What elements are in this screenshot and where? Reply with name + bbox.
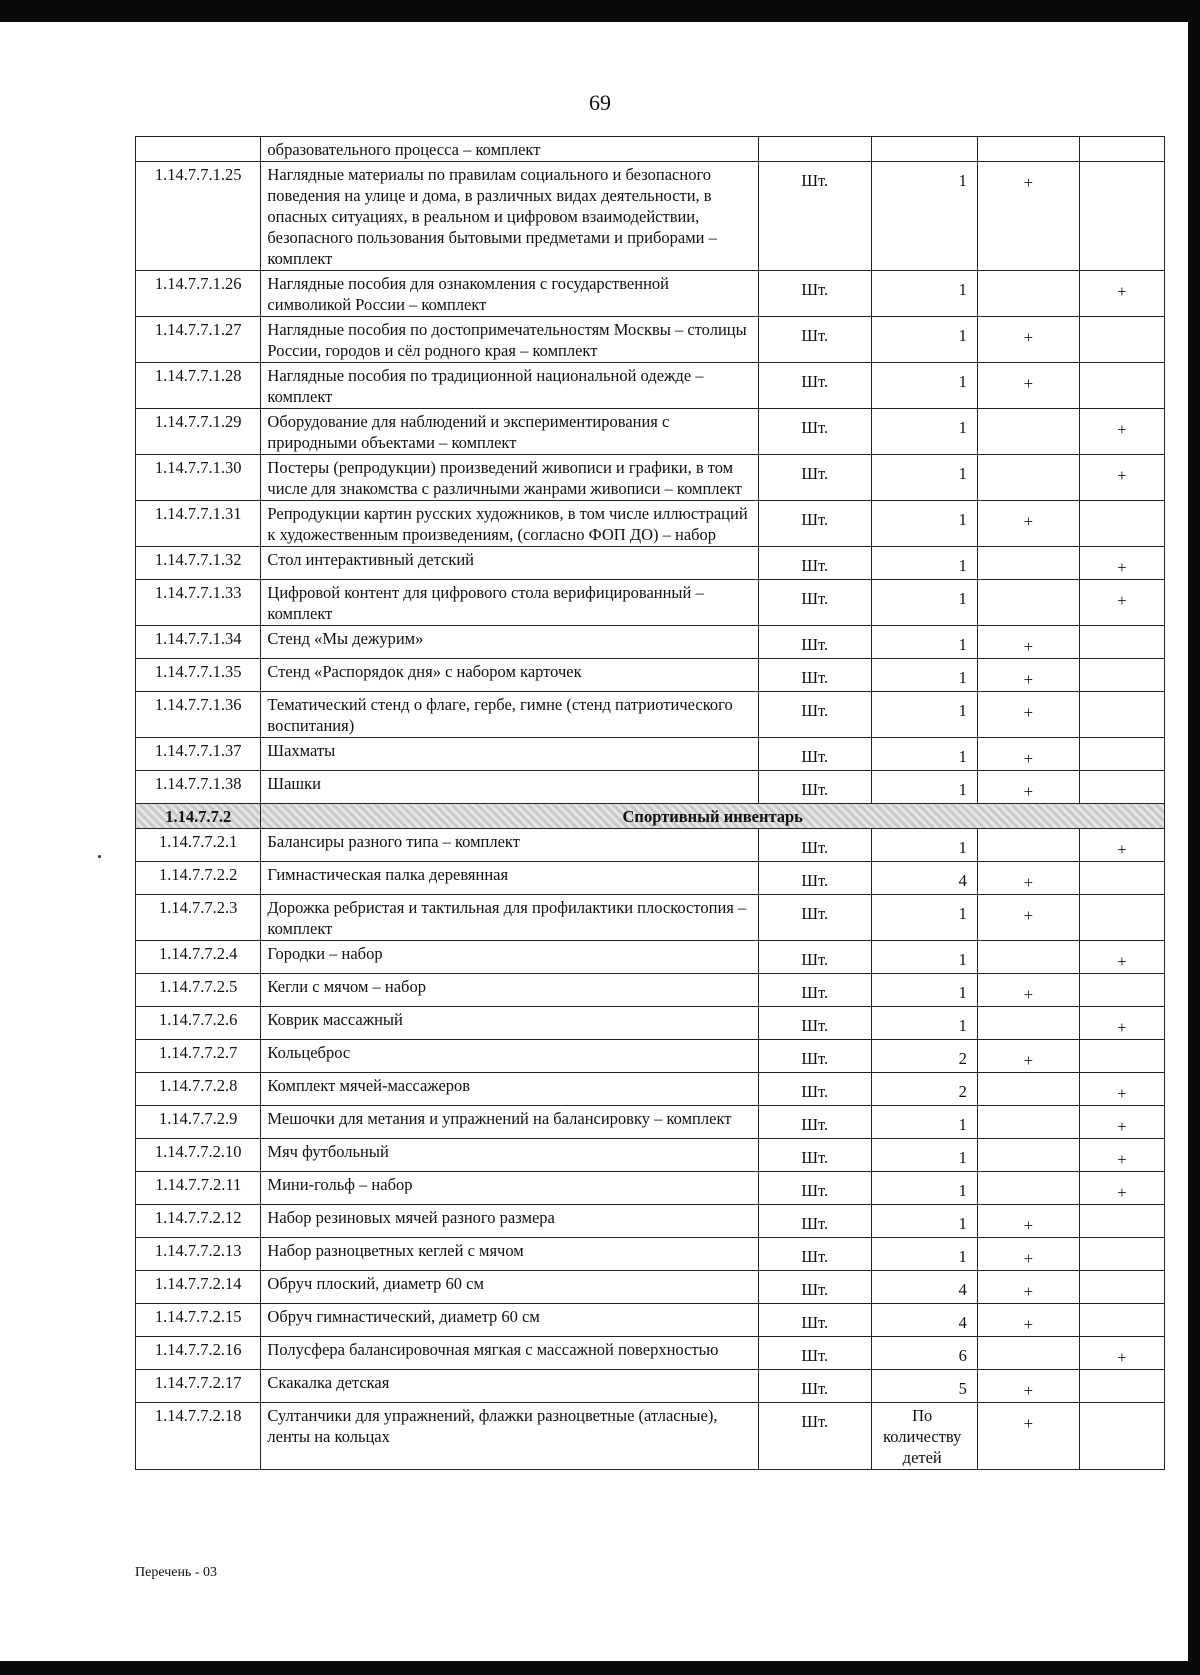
- table-row-continuation: [136, 137, 1165, 162]
- cell-mark-1: [977, 547, 1079, 580]
- page-number: 69: [589, 90, 611, 115]
- cell-unit: Шт.: [758, 1238, 871, 1271]
- cell-name: Цифровой контент для цифрового стола верифицированный – комплект: [261, 580, 758, 626]
- table-row: [136, 829, 1165, 862]
- cell-mark-2: [1079, 771, 1164, 804]
- cell-name: Набор разноцветных кеглей с мячом: [261, 1238, 758, 1271]
- table-body-section: [136, 804, 1165, 829]
- cell-unit: Шт.: [758, 547, 871, 580]
- table-row: [136, 1304, 1165, 1337]
- cell-code: 1.14.7.7.1.32: [136, 547, 261, 580]
- cell-name: Гимнастическая палка деревянная: [261, 862, 758, 895]
- cell-code: 1.14.7.7.2.9: [136, 1106, 261, 1139]
- cell-unit: Шт.: [758, 974, 871, 1007]
- table-row: [136, 1106, 1165, 1139]
- cell-qty: 1: [871, 941, 977, 974]
- cell-mark-2: +: [1079, 409, 1164, 455]
- cell-unit: Шт.: [758, 895, 871, 941]
- cell-name: Мяч футбольный: [261, 1139, 758, 1172]
- scan-border-bottom: [0, 1661, 1200, 1675]
- cell-mark-1: +: [977, 862, 1079, 895]
- cell-code: 1.14.7.7.1.34: [136, 626, 261, 659]
- cell-code: 1.14.7.7.1.28: [136, 363, 261, 409]
- cell-unit: Шт.: [758, 363, 871, 409]
- cell-code: 1.14.7.7.1.26: [136, 271, 261, 317]
- cell-name: Наглядные материалы по правилам социального и безопасного поведения на улице и дома, в различных видах деятельности, в опасных ситуациях, в реальном и цифровом взаимодействии, безопасного пользования бытовыми предметами и приборами – комплект: [261, 162, 758, 271]
- cell-unit: Шт.: [758, 1073, 871, 1106]
- cell-name: Кольцеброс: [261, 1040, 758, 1073]
- table-row: [136, 1139, 1165, 1172]
- cell-mark-1: +: [977, 363, 1079, 409]
- cell-code: 1.14.7.7.1.38: [136, 771, 261, 804]
- cell-name: Мешочки для метания и упражнений на балансировку – комплект: [261, 1106, 758, 1139]
- cell-name: Наглядные пособия для ознакомления с государственной символикой России – комплект: [261, 271, 758, 317]
- cell-name: Шахматы: [261, 738, 758, 771]
- cell-mark-1: [977, 455, 1079, 501]
- cell-qty: 5: [871, 1370, 977, 1403]
- cell-mark-1: +: [977, 317, 1079, 363]
- cell-code: 1.14.7.7.2.12: [136, 1205, 261, 1238]
- table-row: [136, 271, 1165, 317]
- cell-code: 1.14.7.7.1.30: [136, 455, 261, 501]
- cell-mark-2: [1079, 659, 1164, 692]
- cell-unit: Шт.: [758, 941, 871, 974]
- cell-mark-2: [1079, 1304, 1164, 1337]
- cell-qty: 1: [871, 317, 977, 363]
- table-row: [136, 1007, 1165, 1040]
- cell-name: Наглядные пособия по достопримечательностям Москвы – столицы России, городов и сёл родного края – комплект: [261, 317, 758, 363]
- cell-code: 1.14.7.7.2.6: [136, 1007, 261, 1040]
- cell-mark-2: [1079, 501, 1164, 547]
- cell-unit: Шт.: [758, 862, 871, 895]
- cell-unit: Шт.: [758, 162, 871, 271]
- table-row: [136, 941, 1165, 974]
- cell-qty: 1: [871, 162, 977, 271]
- cell-name: Стенд «Мы дежурим»: [261, 626, 758, 659]
- cell-qty: 1: [871, 659, 977, 692]
- cell-qty: 1: [871, 1205, 977, 1238]
- cell-unit: Шт.: [758, 580, 871, 626]
- cell-mark-1: [977, 1106, 1079, 1139]
- cell-qty: 4: [871, 1304, 977, 1337]
- cell-name: Балансиры разного типа – комплект: [261, 829, 758, 862]
- cell-code: 1.14.7.7.2.2: [136, 862, 261, 895]
- cell-mark-1: [977, 1073, 1079, 1106]
- table-row: [136, 363, 1165, 409]
- cell-code: 1.14.7.7.1.27: [136, 317, 261, 363]
- cell-code: 1.14.7.7.1.37: [136, 738, 261, 771]
- table-row: [136, 974, 1165, 1007]
- cell-qty: 2: [871, 1073, 977, 1106]
- cell-code: 1.14.7.7.1.36: [136, 692, 261, 738]
- table-row: [136, 1205, 1165, 1238]
- cell-mark-2: +: [1079, 1007, 1164, 1040]
- cell-qty: 1: [871, 409, 977, 455]
- cell-mark-2: [1079, 692, 1164, 738]
- table-body-general: [136, 137, 1165, 804]
- cell-name: Набор резиновых мячей разного размера: [261, 1205, 758, 1238]
- cell-unit: Шт.: [758, 501, 871, 547]
- cell-name: Мини-гольф – набор: [261, 1172, 758, 1205]
- cell-mark: [1079, 137, 1164, 162]
- cell-qty: 2: [871, 1040, 977, 1073]
- cell-code: 1.14.7.7.2.4: [136, 941, 261, 974]
- table-row: [136, 771, 1165, 804]
- cell-mark-1: [977, 1007, 1079, 1040]
- cell-unit: Шт.: [758, 409, 871, 455]
- cell-mark-1: [977, 829, 1079, 862]
- table-row: [136, 455, 1165, 501]
- cell-qty: 1: [871, 363, 977, 409]
- cell-qty: 4: [871, 862, 977, 895]
- table-row: [136, 659, 1165, 692]
- cell-code: 1.14.7.7.2.7: [136, 1040, 261, 1073]
- cell-qty: 1: [871, 1106, 977, 1139]
- table-row: [136, 317, 1165, 363]
- cell-mark-1: [977, 1172, 1079, 1205]
- cell-mark-2: +: [1079, 941, 1164, 974]
- cell-mark-1: +: [977, 626, 1079, 659]
- cell-name: Городки – набор: [261, 941, 758, 974]
- scan-border-top: [0, 0, 1200, 22]
- cell-code: 1.14.7.7.1.33: [136, 580, 261, 626]
- cell-mark-2: +: [1079, 1172, 1164, 1205]
- cell-code: 1.14.7.7.2.11: [136, 1172, 261, 1205]
- cell-name: Оборудование для наблюдений и экспериментирования с природными объектами – комплект: [261, 409, 758, 455]
- cell-mark-1: +: [977, 771, 1079, 804]
- scan-speck: [98, 855, 101, 858]
- cell-mark-1: +: [977, 1271, 1079, 1304]
- cell-code: 1.14.7.7.2.17: [136, 1370, 261, 1403]
- cell-unit: Шт.: [758, 1370, 871, 1403]
- cell-mark-1: +: [977, 1304, 1079, 1337]
- cell-name: Скакалка детская: [261, 1370, 758, 1403]
- cell-code: 1.14.7.7.2.14: [136, 1271, 261, 1304]
- cell-qty: 1: [871, 895, 977, 941]
- cell-qty: 1: [871, 1007, 977, 1040]
- cell-name: Репродукции картин русских художников, в том числе иллюстраций к художественным произведениям, (согласно ФОП ДО) – набор: [261, 501, 758, 547]
- cell-code: [136, 137, 261, 162]
- section-code: 1.14.7.7.2: [136, 804, 261, 829]
- cell-mark-1: [977, 271, 1079, 317]
- cell-mark-1: [977, 941, 1079, 974]
- cell-mark-1: +: [977, 162, 1079, 271]
- cell-name: Шашки: [261, 771, 758, 804]
- cell-code: 1.14.7.7.2.3: [136, 895, 261, 941]
- cell-mark-2: [1079, 895, 1164, 941]
- cell-mark-2: +: [1079, 1337, 1164, 1370]
- cell-mark-1: +: [977, 895, 1079, 941]
- cell-mark-1: +: [977, 1205, 1079, 1238]
- cell-unit: Шт.: [758, 1304, 871, 1337]
- cell-code: 1.14.7.7.2.16: [136, 1337, 261, 1370]
- cell-mark-1: +: [977, 692, 1079, 738]
- cell-qty: 4: [871, 1271, 977, 1304]
- table-body-sports: [136, 829, 1165, 1470]
- table-row: [136, 547, 1165, 580]
- cell-name: Стенд «Распорядок дня» с набором карточек: [261, 659, 758, 692]
- cell-name: Наглядные пособия по традиционной национальной одежде – комплект: [261, 363, 758, 409]
- scan-border-right: [1188, 0, 1200, 1675]
- cell-mark-1: [977, 409, 1079, 455]
- cell-mark-2: +: [1079, 829, 1164, 862]
- footer-text: Перечень - 03: [135, 1565, 217, 1580]
- cell-mark-2: [1079, 974, 1164, 1007]
- section-title: Спортивный инвентарь: [261, 804, 1165, 829]
- cell-qty: 6: [871, 1337, 977, 1370]
- table-row: [136, 580, 1165, 626]
- cell-unit: Шт.: [758, 738, 871, 771]
- cell-qty: 1: [871, 829, 977, 862]
- cell-name: Дорожка ребристая и тактильная для профилактики плоскостопия – комплект: [261, 895, 758, 941]
- cell-unit: Шт.: [758, 271, 871, 317]
- cell-mark-1: +: [977, 1370, 1079, 1403]
- cell-mark-2: [1079, 162, 1164, 271]
- cell-mark-2: [1079, 1271, 1164, 1304]
- cell-unit: Шт.: [758, 771, 871, 804]
- cell-mark: [977, 137, 1079, 162]
- cell-mark-2: +: [1079, 1106, 1164, 1139]
- table-row: [136, 162, 1165, 271]
- cell-mark-1: +: [977, 659, 1079, 692]
- cell-unit: [758, 137, 871, 162]
- cell-unit: Шт.: [758, 1139, 871, 1172]
- cell-code: 1.14.7.7.2.18: [136, 1403, 261, 1470]
- cell-name: Стол интерактивный детский: [261, 547, 758, 580]
- cell-mark-2: +: [1079, 455, 1164, 501]
- cell-mark-2: [1079, 626, 1164, 659]
- cell-qty: [871, 137, 977, 162]
- cell-qty: 1: [871, 692, 977, 738]
- cell-unit: Шт.: [758, 1106, 871, 1139]
- cell-code: 1.14.7.7.1.25: [136, 162, 261, 271]
- table-row: [136, 895, 1165, 941]
- cell-mark-2: [1079, 1238, 1164, 1271]
- table-row: [136, 1073, 1165, 1106]
- table-row: [136, 1172, 1165, 1205]
- cell-qty: 1: [871, 974, 977, 1007]
- table-row: [136, 1040, 1165, 1073]
- table-row: [136, 409, 1165, 455]
- table-row: [136, 862, 1165, 895]
- cell-unit: Шт.: [758, 317, 871, 363]
- cell-unit: Шт.: [758, 1271, 871, 1304]
- cell-mark-2: +: [1079, 1073, 1164, 1106]
- equipment-table: [135, 136, 1165, 1470]
- table-row: [136, 692, 1165, 738]
- cell-mark-1: +: [977, 501, 1079, 547]
- cell-qty: 1: [871, 501, 977, 547]
- cell-unit: Шт.: [758, 829, 871, 862]
- table-row: [136, 1403, 1165, 1470]
- cell-code: 1.14.7.7.2.8: [136, 1073, 261, 1106]
- cell-code: 1.14.7.7.2.5: [136, 974, 261, 1007]
- cell-unit: Шт.: [758, 659, 871, 692]
- cell-unit: Шт.: [758, 1007, 871, 1040]
- cell-qty: 1: [871, 455, 977, 501]
- cell-name: Обруч гимнастический, диаметр 60 см: [261, 1304, 758, 1337]
- cell-mark-2: +: [1079, 271, 1164, 317]
- cell-code: 1.14.7.7.1.31: [136, 501, 261, 547]
- cell-mark-2: [1079, 363, 1164, 409]
- cell-unit: Шт.: [758, 1172, 871, 1205]
- cell-mark-2: [1079, 1205, 1164, 1238]
- cell-name: Коврик массажный: [261, 1007, 758, 1040]
- cell-qty: 1: [871, 626, 977, 659]
- cell-qty: 1: [871, 271, 977, 317]
- cell-code: 1.14.7.7.2.15: [136, 1304, 261, 1337]
- cell-mark-1: +: [977, 974, 1079, 1007]
- cell-qty: 1: [871, 580, 977, 626]
- cell-qty: 1: [871, 771, 977, 804]
- table-row: [136, 1337, 1165, 1370]
- cell-mark-2: +: [1079, 1139, 1164, 1172]
- cell-code: 1.14.7.7.2.10: [136, 1139, 261, 1172]
- section-row: [136, 804, 1165, 829]
- cell-qty: 1: [871, 547, 977, 580]
- cell-mark-2: [1079, 317, 1164, 363]
- cell-unit: Шт.: [758, 692, 871, 738]
- cell-mark-1: +: [977, 1403, 1079, 1470]
- table-row: [136, 626, 1165, 659]
- cell-name: Комплект мячей-массажеров: [261, 1073, 758, 1106]
- table-row: [136, 1370, 1165, 1403]
- cell-name: Кегли с мячом – набор: [261, 974, 758, 1007]
- cell-name: Постеры (репродукции) произведений живописи и графики, в том числе для знакомства с различными жанрами живописи – комплект: [261, 455, 758, 501]
- cell-unit: Шт.: [758, 626, 871, 659]
- cell-name: Султанчики для упражнений, флажки разноцветные (атласные), ленты на кольцах: [261, 1403, 758, 1470]
- cell-qty: По количеству детей: [871, 1403, 977, 1470]
- cell-mark-2: [1079, 1403, 1164, 1470]
- cell-code: 1.14.7.7.2.1: [136, 829, 261, 862]
- cell-mark-2: +: [1079, 580, 1164, 626]
- cell-code: 1.14.7.7.1.35: [136, 659, 261, 692]
- cell-mark-2: [1079, 738, 1164, 771]
- cell-qty: 1: [871, 738, 977, 771]
- cell-qty: 1: [871, 1238, 977, 1271]
- table-row: [136, 1271, 1165, 1304]
- cell-name: Тематический стенд о флаге, гербе, гимне (стенд патриотического воспитания): [261, 692, 758, 738]
- cell-code: 1.14.7.7.1.29: [136, 409, 261, 455]
- cell-unit: Шт.: [758, 1337, 871, 1370]
- cell-unit: Шт.: [758, 1205, 871, 1238]
- cell-qty: 1: [871, 1139, 977, 1172]
- cell-mark-1: [977, 1337, 1079, 1370]
- cell-unit: Шт.: [758, 455, 871, 501]
- cell-unit: Шт.: [758, 1403, 871, 1470]
- cell-name: Обруч плоский, диаметр 60 см: [261, 1271, 758, 1304]
- cell-code: 1.14.7.7.2.13: [136, 1238, 261, 1271]
- cell-mark-1: +: [977, 1040, 1079, 1073]
- table-row: [136, 501, 1165, 547]
- cell-mark-2: +: [1079, 547, 1164, 580]
- cell-mark-1: +: [977, 1238, 1079, 1271]
- cell-unit: Шт.: [758, 1040, 871, 1073]
- cell-mark-2: [1079, 1040, 1164, 1073]
- cell-mark-1: +: [977, 738, 1079, 771]
- table-row: [136, 738, 1165, 771]
- cell-mark-2: [1079, 862, 1164, 895]
- cell-qty: 1: [871, 1172, 977, 1205]
- table-row: [136, 1238, 1165, 1271]
- cell-mark-1: [977, 1139, 1079, 1172]
- cell-mark-2: [1079, 1370, 1164, 1403]
- cell-name: образовательного процесса – комплект: [261, 137, 758, 162]
- cell-name: Полусфера балансировочная мягкая с массажной поверхностью: [261, 1337, 758, 1370]
- cell-mark-1: [977, 580, 1079, 626]
